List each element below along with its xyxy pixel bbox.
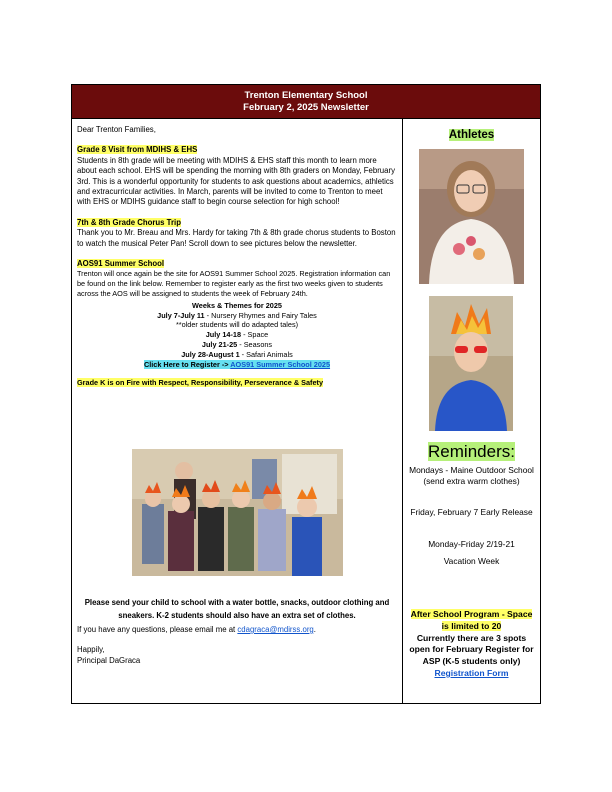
newsletter-date: February 2, 2025 Newsletter: [243, 102, 369, 113]
reminders-title: Reminders:: [428, 442, 515, 461]
week-row: **older students will do adapted tales): [175, 320, 299, 330]
week-row: July 14-18 - Space: [205, 330, 269, 340]
reminder-item: Vacation Week: [443, 555, 500, 566]
school-name: Trenton Elementary School: [244, 90, 368, 101]
registration-form-link[interactable]: Registration Form: [434, 667, 509, 678]
reminder-text: Please send your child to school with a water bottle, snacks, outdoor clothing and sneakers. K-2 students should also have an extra set of clothes.: [84, 598, 390, 620]
athlete-photo-boy: [429, 296, 513, 431]
greeting: Dear Trenton Families,: [77, 125, 156, 134]
grade8-body: Students in 8th grade will be meeting with MDIHS & EHS staff this month to learn more about each school. EHS will be spending the morning with 8th graders on Monday, February 3rd. This is a wonderful opportunity for students to ask questions about academics, athletics and extracurricular activities. In March, parents will be invited to come to Trenton to meet with EHS or MDIHS guidance staff to begin course selection for high school!: [77, 155, 395, 207]
week-row: July 28-August 1 - Safari Animals: [181, 349, 293, 359]
grade-k-photo: [132, 449, 343, 576]
signature: Principal DaGraca: [77, 655, 141, 665]
gradek-title: Grade K is on Fire with Respect, Responsibility, Perseverance & Safety: [77, 378, 324, 388]
grade8-title: Grade 8 Visit from MDIHS & EHS: [77, 145, 198, 155]
athlete-photo-girl: [419, 149, 524, 284]
questions-line: If you have any questions, please email me at cdagraca@mdirss.org.: [77, 625, 316, 634]
reminder-item: Friday, February 7 Early Release: [410, 507, 533, 518]
week-row: July 7-July 11 - Nursery Rhymes and Fairy Tales: [157, 310, 317, 320]
asp-title: After School Program - Space is limited to 20: [410, 609, 533, 631]
signoff: Happily,: [77, 645, 105, 655]
main-column: [72, 119, 403, 703]
asp-body: Currently there are 3 spots open for February Register for ASP (K-5 students only): [409, 632, 534, 667]
week-row: July 21-25 - Seasons: [201, 340, 273, 350]
summer-title: AOS91 Summer School: [77, 259, 165, 269]
chorus-body: Thank you to Mr. Breau and Mrs. Hardy for taking 7th & 8th grade chorus students to Boston to watch the musical Peter Pan! Scroll down to see pictures below the newsletter.: [77, 228, 396, 248]
reminder-item: Mondays - Maine Outdoor School (send extra warm clothes): [409, 465, 534, 487]
reminder-item: Monday-Friday 2/19-21: [428, 538, 515, 549]
newsletter-frame: [71, 84, 541, 704]
register-line: Click Here to Register -> AOS91 Summer School 2025: [143, 359, 331, 369]
summer-body: Trenton will once again be the site for AOS91 Summer School 2025. Registration information can be found on the link below. Remember to register early as the first two weeks given to students across the AOS will be assigned to students the week of February 24th.: [77, 269, 391, 299]
sidebar: [403, 119, 540, 703]
chorus-title: 7th & 8th Grade Chorus Trip: [77, 217, 181, 227]
weeks-title: Weeks & Themes for 2025: [192, 300, 282, 310]
summer-register-link[interactable]: AOS91 Summer School 2025: [230, 359, 331, 369]
newsletter-header: [72, 85, 540, 119]
email-link[interactable]: cdagraca@mdirss.org: [237, 625, 314, 634]
athletes-title: Athletes: [448, 129, 495, 141]
